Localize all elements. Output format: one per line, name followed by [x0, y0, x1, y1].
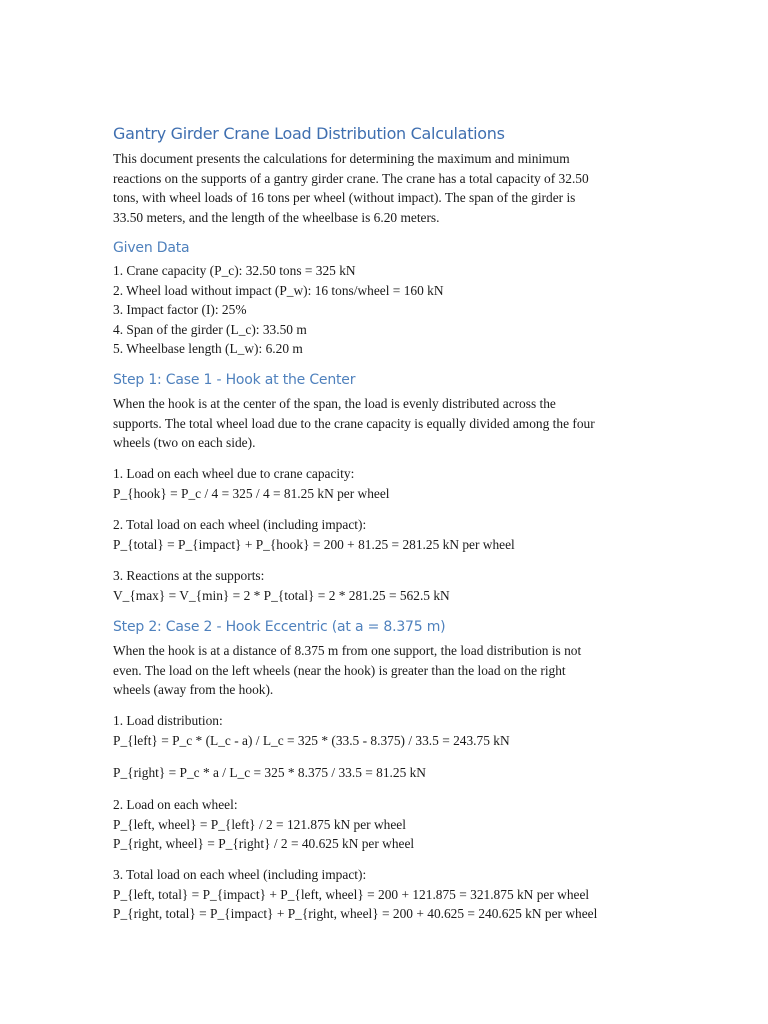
given-data-heading: Given Data: [113, 240, 190, 256]
calc-formula: P_{left} = P_c * (L_c - a) / L_c = 325 * (33.5 - 8.375) / 33.5 = 243.75 kN: [113, 732, 510, 748]
step1-heading: Step 1: Case 1 - Hook at the Center: [113, 372, 356, 388]
paragraph-line: even. The load on the left wheels (near the hook) is greater than the load on the right: [113, 662, 566, 678]
step1-block-3: [113, 566, 450, 605]
list-item: 1. Crane capacity (P_c): 32.50 tons = 325 kN: [113, 263, 356, 278]
list-item: 5. Wheelbase length (L_w): 6.20 m: [113, 341, 303, 356]
list-item: 3. Impact factor (I): 25%: [113, 302, 247, 317]
intro-line: tons, with wheel loads of 16 tons per wheel (without impact). The span of the girder is: [113, 190, 576, 205]
step2-block-3: [113, 795, 414, 854]
step2-heading: Step 2: Case 2 - Hook Eccentric (at a = 8.375 m): [113, 619, 446, 635]
calc-label: 2. Total load on each wheel (including impact):: [113, 517, 367, 532]
paragraph-line: When the hook is at a distance of 8.375 m from one support, the load distribution is not: [113, 643, 582, 658]
intro-paragraph: [113, 149, 589, 227]
step2-block-1: [113, 711, 510, 750]
calc-formula: V_{max} = V_{min} = 2 * P_{total} = 2 * 281.25 = 562.5 kN: [113, 587, 450, 603]
calc-label: 1. Load distribution:: [113, 713, 223, 728]
calc-label: 3. Reactions at the supports:: [113, 568, 265, 583]
step2-intro: [113, 641, 581, 700]
calc-label: 2. Load on each wheel:: [113, 797, 238, 812]
calc-formula: P_{total} = P_{impact} + P_{hook} = 200 + 81.25 = 281.25 kN per wheel: [113, 536, 515, 552]
calc-label: 3. Total load on each wheel (including impact):: [113, 867, 367, 882]
intro-line: reactions on the supports of a gantry girder crane. The crane has a total capacity of 32.50: [113, 170, 589, 186]
calc-formula: P_{left, total} = P_{impact} + P_{left, wheel} = 200 + 121.875 = 321.875 kN per wheel: [113, 886, 590, 902]
calc-formula: P_{right, total} = P_{impact} + P_{right, wheel} = 200 + 40.625 = 240.625 kN per wheel: [113, 906, 598, 921]
intro-line: This document presents the calculations for determining the maximum and minimum: [113, 151, 570, 166]
paragraph-line: When the hook is at the center of the span, the load is evenly distributed across the: [113, 396, 556, 411]
step1-block-2: [113, 515, 515, 554]
calc-formula: P_{left, wheel} = P_{left} / 2 = 121.875 kN per wheel: [113, 816, 406, 832]
list-item: 4. Span of the girder (L_c): 33.50 m: [113, 321, 307, 337]
document-title: Gantry Girder Crane Load Distribution Calculations: [113, 124, 505, 143]
given-data-list: [113, 261, 444, 359]
paragraph-line: wheels (two on each side).: [113, 435, 256, 450]
intro-line: 33.50 meters, and the length of the wheelbase is 6.20 meters.: [113, 209, 440, 225]
list-item: 2. Wheel load without impact (P_w): 16 tons/wheel = 160 kN: [113, 282, 444, 298]
step1-intro: [113, 394, 595, 453]
calc-label: 1. Load on each wheel due to crane capacity:: [113, 466, 355, 481]
paragraph-line: supports. The total wheel load due to the crane capacity is equally divided among the four: [113, 415, 595, 431]
step2-block-4: [113, 865, 597, 924]
step1-block-1: [113, 464, 390, 503]
calc-formula: P_{right, wheel} = P_{right} / 2 = 40.625 kN per wheel: [113, 836, 415, 851]
paragraph-line: wheels (away from the hook).: [113, 682, 274, 697]
calc-formula: P_{hook} = P_c / 4 = 325 / 4 = 81.25 kN per wheel: [113, 485, 390, 501]
step2-block-2: [113, 763, 426, 783]
calc-formula: P_{right} = P_c * a / L_c = 325 * 8.375 / 33.5 = 81.25 kN: [113, 765, 426, 780]
